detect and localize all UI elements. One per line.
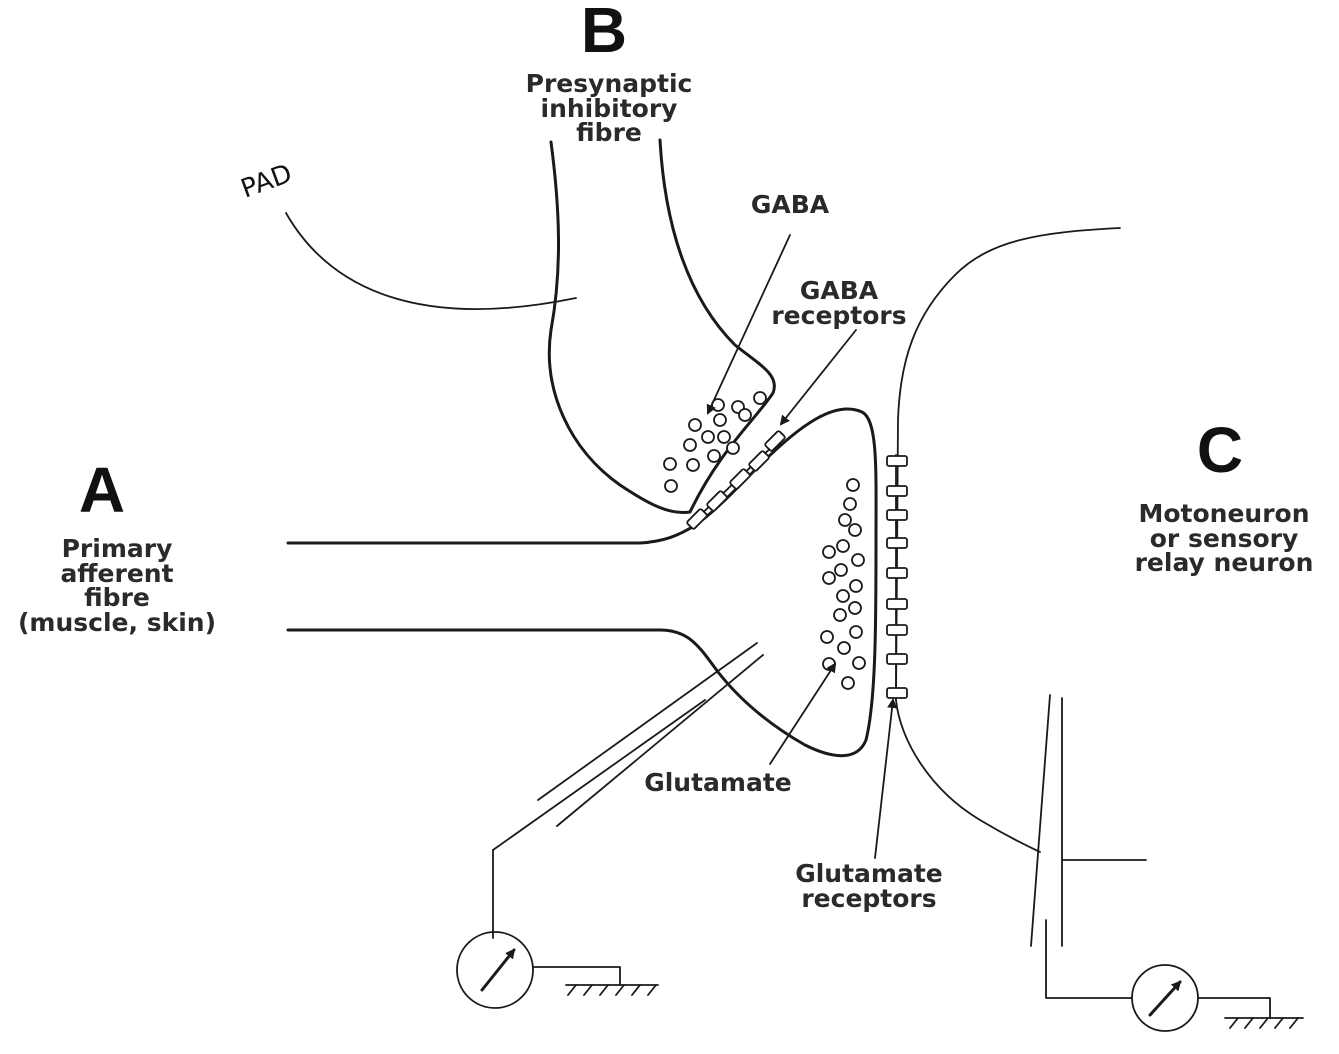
gaba-vesicle [714,414,726,426]
pad-curve [286,213,576,309]
glutamate-receptors-arrow [875,700,893,858]
gaba-receptor [748,450,769,471]
glutamate-vesicle [823,572,835,584]
gaba-vesicle [689,419,701,431]
gaba-vesicle [665,480,677,492]
presynaptic-recording-electrode [457,643,763,1008]
ground-hatch [568,985,656,995]
glutamate-receptor [887,654,907,664]
label-line: Motoneuron [1138,499,1310,528]
primary-afferent-label [18,534,216,637]
voltmeter-needle [482,950,514,990]
glutamate-vesicle [837,540,849,552]
gaba-vesicle [754,392,766,404]
glutamate-vesicle [837,590,849,602]
voltmeter-dial [457,932,533,1008]
glutamate-receptor [887,688,907,698]
label-line: receptors [771,301,907,330]
gaba-label: GABA [750,190,830,219]
glutamate-vesicles [821,479,865,689]
glutamate-vesicle [835,564,847,576]
gaba-receptor [764,430,785,451]
label-line: fibre [576,118,642,147]
postsynaptic-membrane [896,228,1120,852]
label-line: (muscle, skin) [18,608,216,637]
glutamate-receptors-label [795,859,943,913]
glutamate-receptor [887,456,907,466]
postsynaptic-recording-electrode [1031,695,1303,1031]
label-line: inhibitory [540,94,678,123]
gaba-vesicle [708,450,720,462]
electrode-shaft [557,655,763,826]
gaba-receptor [706,490,727,511]
glutamate-vesicle [849,524,861,536]
glutamate-vesicle [853,657,865,669]
glutamate-vesicle [821,631,833,643]
label-line: or sensory [1149,524,1299,553]
motoneuron-label [1135,499,1314,577]
ground-hatch [1230,1018,1298,1028]
label-line: Glutamate [795,859,943,888]
gaba-vesicle [702,431,714,443]
panel-c-letter: C [1196,414,1244,486]
glutamate-receptor [887,486,907,496]
glutamate-label: Glutamate [644,768,792,797]
glutamate-vesicle [849,602,861,614]
gaba-vesicle [684,439,696,451]
gaba-vesicle [664,458,676,470]
glutamate-vesicle [839,514,851,526]
glutamate-vesicle [842,677,854,689]
glutamate-vesicle [834,609,846,621]
electrode-shaft [1031,695,1050,946]
label-line: Presynaptic [525,69,693,98]
glutamate-receptor [887,599,907,609]
glutamate-arrow [770,664,835,764]
ground-wire [1198,998,1270,1018]
glutamate-vesicle [823,546,835,558]
label-line: receptors [801,884,937,913]
label-line: GABA [799,276,879,305]
label-line: afferent [60,559,174,588]
glutamate-receptors [887,455,907,700]
voltmeter-needle [1150,982,1180,1015]
label-line: Primary [61,534,173,563]
glutamate-vesicle [850,626,862,638]
glutamate-vesicle [847,479,859,491]
glutamate-receptor [887,538,907,548]
presynaptic-fibre-outline [549,140,774,513]
gaba-vesicle [727,442,739,454]
panel-a-letter: A [78,454,126,526]
gaba-vesicles [664,392,766,492]
ground-wire [533,967,620,985]
glutamate-vesicle [852,554,864,566]
label-line: fibre [84,583,150,612]
panel-b-letter: B [580,0,628,66]
glutamate-vesicle [850,580,862,592]
afferent-terminal-outline [288,409,876,756]
glutamate-vesicle [844,498,856,510]
electrode-wire [1046,920,1132,998]
presynaptic-fibre-label [526,69,693,147]
glutamate-receptor [887,625,907,635]
gaba-vesicle [718,431,730,443]
gaba-vesicle [739,409,751,421]
glutamate-receptor [887,568,907,578]
glutamate-vesicle [838,642,850,654]
gaba-receptors-label [771,276,906,330]
label-line: relay neuron [1134,548,1314,577]
gaba-vesicle [687,459,699,471]
pad-label: PAD [237,158,297,205]
gaba-receptor [729,468,750,489]
glutamate-receptor [887,510,907,520]
